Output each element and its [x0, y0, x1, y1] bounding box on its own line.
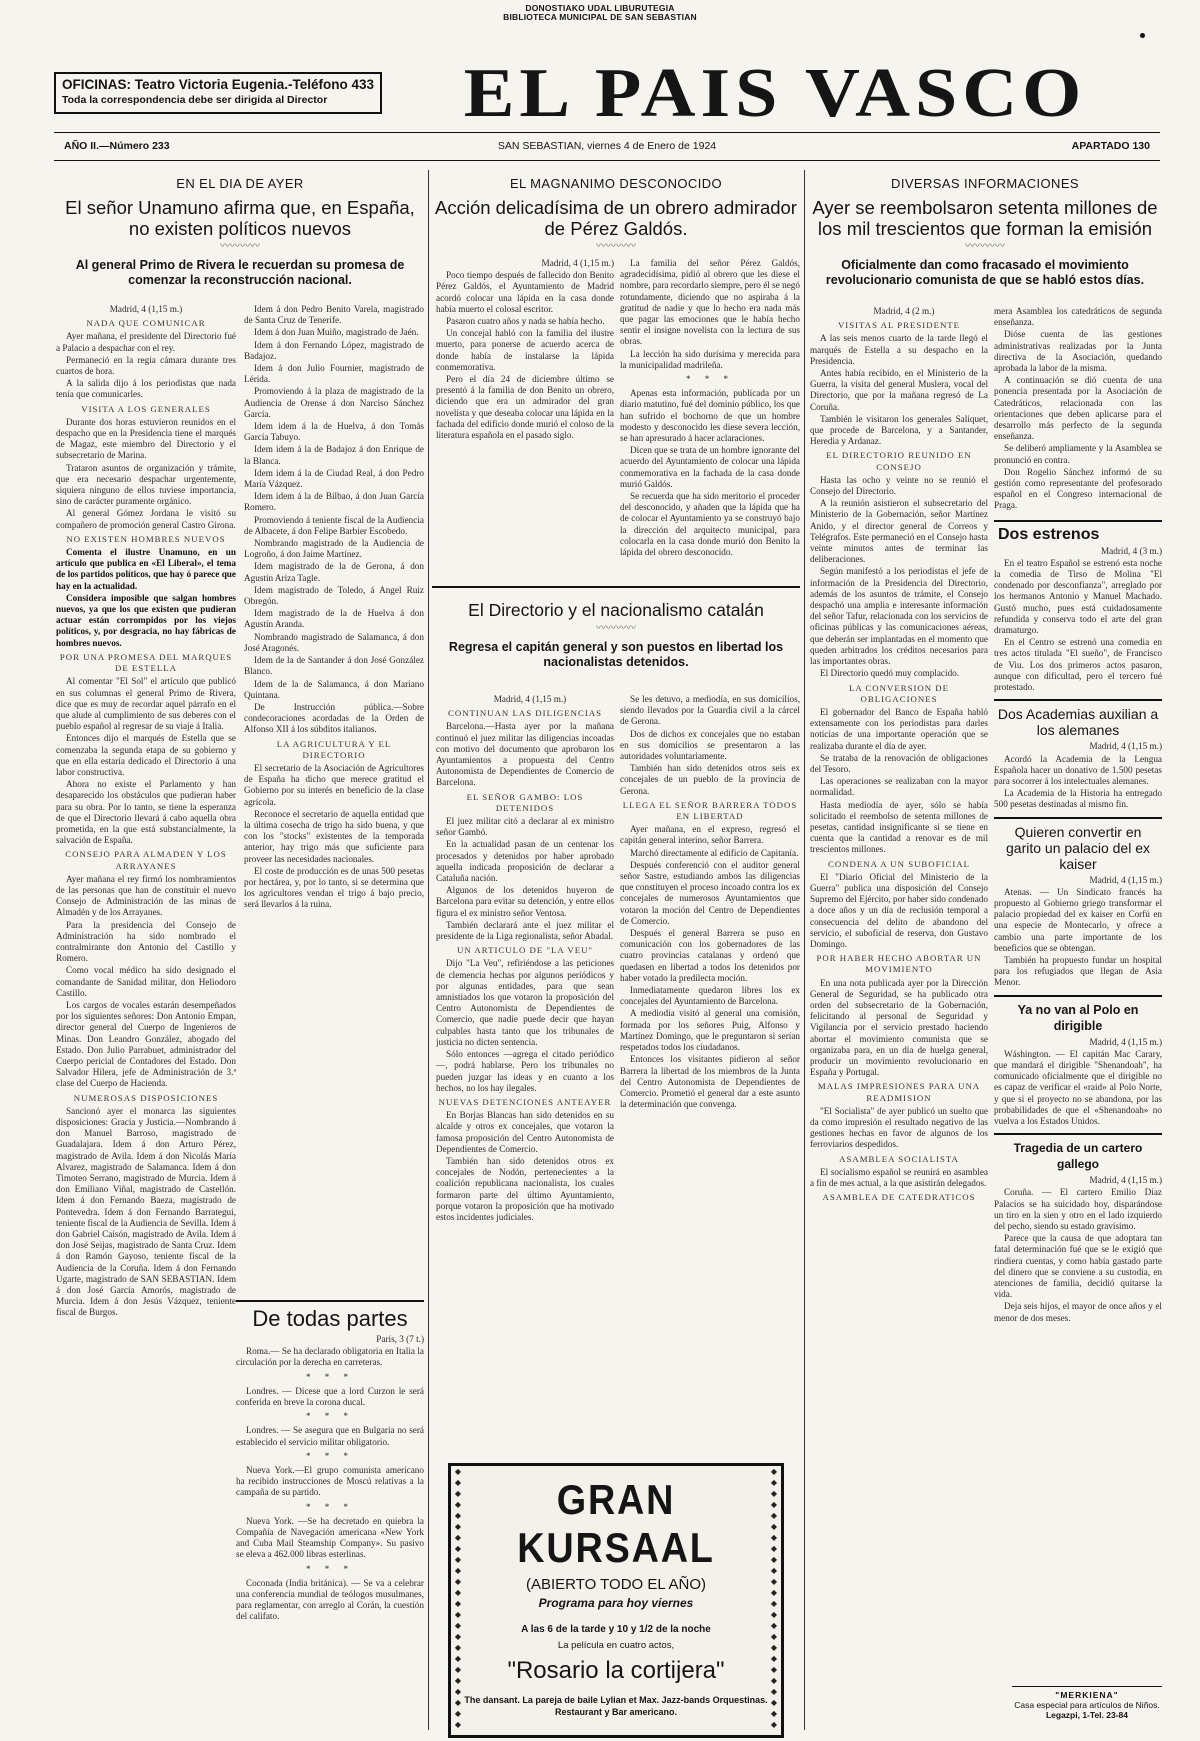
paragraph: Coconada (India británica). — Se va a celebrar una conferencia mundial de teólogos musulmanes, para reglamentar, con arreglo al Corán, la cuestión del califato.	[236, 1577, 424, 1622]
dateline: Madrid, 4 (3 m.)	[1101, 545, 1162, 556]
todas-headline: De todas partes	[236, 1300, 424, 1334]
ad-schedule: A las 6 de la tarde y 10 y 1/2 de la noche	[521, 1624, 711, 1635]
paragraph: Idem á don Fernando López, magistrado de Badajoz.	[244, 339, 424, 361]
paragraph: Idem de la de Salamanca, á don Mariano Quintana.	[244, 678, 424, 700]
dateline: Madrid, 4 (2 m.)	[873, 306, 935, 316]
paragraph: Idem magistrado de la de Gerona, á don Agustín Ariza Tagle.	[244, 561, 424, 583]
column-5	[994, 306, 1162, 1682]
subhead: LA CONVERSION DE OBLIGACIONES	[848, 682, 950, 704]
paragraph: A mediodía visitó al general una comisión, formada por los señores Puig, Alfonso y Martínez Domingo, que le preguntaron si serían respetados todos los ciudadanos.	[620, 1008, 800, 1053]
paragraph: Se recuerda que ha sido meritorio el proceder del desconocido, y añaden que la lápida que ha de colocar el Ayuntamiento ya se construyó bajo la dirección del arquitecto municipal, para colocarla en la casa donde murió don Benito la lápida del obrero desconocido.	[620, 491, 800, 558]
paragraph: Se les detuvo, a mediodía, en sus domicilios, siendo llevados por la Guardia civil a la cárcel de Gerona.	[620, 694, 800, 727]
paragraph: El Directorio quedó muy complacido.	[820, 668, 960, 679]
paragraph: Como vocal médico ha sido designado el comandante de Sanidad militar, don Heliodoro Castillo.	[56, 965, 236, 998]
column-rule-2	[804, 170, 805, 1730]
subhead: CONTINUAN LAS DILIGENCIAS	[447, 708, 602, 719]
paragraph: Apenas esta información, publicada por un diario matutino, fué del dominio público, los que han sufrido el bochorno de que un hombre modesto y desconocido les diese severa lección, se han apresurado á hacer aclaraciones.	[620, 388, 800, 444]
paragraph: Idem idem á la de Badajoz á don Enrique de la Blanca.	[244, 444, 424, 466]
paragraph: Hasta mediodía de ayer, sólo se había solicitado el reembolso de setenta millones de pesetas, cantidad insignificante si se tiene en cuenta que la cantidad a renovar es de mil trescientos millones.	[810, 799, 988, 855]
paragraph: Nueva York.—El grupo comunista americano ha recibido instrucciones de Moscú relativas a la campaña de su partido.	[236, 1465, 424, 1498]
swash-divider: 〰〰〰〰	[596, 623, 636, 634]
paragraph: Ayer mañana, en el expreso, regresó el capitán general interino, señor Barrera.	[620, 824, 800, 846]
issue-line	[54, 140, 1160, 156]
ad-subtitle: (ABIERTO TODO EL AÑO)	[525, 1576, 707, 1593]
paragraph: Según manifestó a los periodistas el jefe de información de la Presidencia del Directorio, además de los asuntos de trámite, el Consejo despachó una amplia e interesante información del señor Tafur, relacionada con los servicios de oficinas públicas y las comunicaciones aéreas, que deberán ser implantadas en el momento que queden arbitrados los créditos necesarios para las importantes obras.	[810, 566, 988, 667]
ad-footer-1: The dansant. La pareja de baile Lylian et Max. Jazz-bands Orquestinas.	[464, 1695, 768, 1705]
paragraph: La lección ha sido durísima y merecida para la municipalidad madrileña.	[620, 348, 800, 370]
paragraph: Después conferenció con el auditor general señor Sastre, estudiando ambos las diligencias que constituyen el proceso incoado contra los ex concejales de numerosos Ayuntamientos que votaron la moción del Centro de Dependientes de Comercio.	[620, 859, 800, 926]
subhead: NADA QUE COMUNICAR	[86, 318, 206, 329]
catalan-headline: El Directorio y el nacionalismo catalán	[468, 600, 764, 620]
paragraph: Después el general Barrera se puso en comunicación con los gobernadores de las cuatro provincias catalanas y ordenó que quedasen en libertad a todos los detenidos por haber votado la predilecta moción.	[620, 928, 800, 983]
diversas-story	[808, 176, 1162, 288]
issue-apartado: APARTADO 130	[1071, 140, 1150, 152]
galdos-kicker: EL MAGNANIMO DESCONOCIDO	[509, 176, 723, 191]
dateline: Madrid, 4 (1,15 m.)	[493, 694, 567, 704]
paragraph: Se deliberó ampliamente y la Asamblea se pronunció en contra.	[994, 443, 1162, 465]
merkiena-ad	[1012, 1686, 1162, 1734]
paragraph: Deja seis hijos, el mayor de once años y el menor de dos meses.	[994, 1301, 1162, 1323]
paragraph: Pasaron cuatro años y nada se había hecho.	[446, 316, 605, 327]
paragraph: Londres. — Dicese que a lord Curzon le será conferida en breve la corona ducal.	[236, 1385, 424, 1408]
paragraph: Barcelona.—Hasta ayer por la mañana continuó el juez militar las diligencias incoadas con motivo del documento que aprobaron los Ayuntamientos a propuesta del Centro Autonomista de Dependientes de Comercio de Barcelona.	[436, 721, 614, 788]
paragraph: Algunos de los detenidos huyeron de Barcelona para evitar su detención, y entre ellos figura el ex ministro señor Ventosa.	[436, 885, 614, 918]
ad-border-left: ◆ ◆ ◆ ◆ ◆ ◆ ◆ ◆ ◆ ◆ ◆ ◆ ◆ ◆ ◆ ◆ ◆ ◆ ◆ ◆ ◆ ◆ ◆ ◆	[454, 1467, 462, 1729]
ad-border-right: ◆ ◆ ◆ ◆ ◆ ◆ ◆ ◆ ◆ ◆ ◆ ◆ ◆ ◆ ◆ ◆ ◆ ◆ ◆ ◆ ◆ ◆ ◆ ◆	[770, 1467, 778, 1729]
paragraph: Poco tiempo después de fallecido don Benito Pérez Galdós, el Ayuntamiento de Madrid acordó colocar una lápida en la casa donde había muerto el colosal escritor.	[436, 270, 614, 314]
academias-headline: Dos Academias auxilian a los alemanes	[994, 699, 1162, 741]
paragraph: Idem á don Julio Fournier, magistrado de Lérida.	[244, 363, 424, 385]
paragraph: Idem idem á la de Bilbao, á don Juan García Romero.	[244, 491, 424, 513]
top-rule	[54, 132, 1160, 133]
paragraph: Durante dos horas estuvieron reunidos en el despacho que en la Presidencia tiene el marqués de Magaz, este miembro del Directorio y el subsecretario de Marina.	[56, 416, 236, 461]
paragraph: Sancionó ayer el monarca las siguientes disposiciones: Gracia y Justicia.—Nombrando á don Manuel Barroso, magistrado de Guadalajara. Idem á don Arturo Pérez, magistrado de Avila. Idem á don Nicolás María Alvarez, magistrado de Salamanca. Idem á don Timoteo Serrano, magistrado de Murcia. Idem á don Emiliano Viñal, magistrado de Castellón. Idem á don Fernando Baeza, magistrado de Pontevedra. Idem á don Fernando Barrategui, teniente fiscal de la Audiencia de Sevilla. Idem á don Gabriel Caisón, magistrado de Avila. Idem á don José Seijas, magistrado de Santa Cruz. Idem á don Ramón Gayoso, teniente fiscal de la Audiencia de la Coruña. Idem á don Fernando Ugarte, magistrado de SAN SEBASTIAN. Idem á don José García Amorós, magistrado de Murcia. Idem á don Jesús Vázquez, teniente fiscal de Burgos.	[56, 1105, 236, 1318]
subhead: CONSEJO PARA ALMADEN Y LOS ARRAYANES	[65, 849, 227, 871]
ad-footer-2: Restaurant y Bar americano.	[554, 1707, 678, 1717]
paragraph: Al comentar "El Sol" el artículo que publicó en sus columnas el general Primo de Rivera, dice que es muy de recordar aquel párrafo en el que alude al cumplimiento de sus deberes con el pueblo español al regresar de su viaje á Italia.	[56, 676, 236, 732]
subhead: POR HABER HECHO ABORTAR UN MOVIMIENTO	[816, 953, 982, 975]
swash-divider: 〰〰〰〰	[965, 241, 1005, 252]
diversas-kicker: DIVERSAS INFORMACIONES	[891, 176, 1079, 191]
paragraph: Ayer mañana, el presidente del Directorio fué a Palacio a despachar con el rey.	[56, 331, 236, 353]
paragraph: Idem idem á la de Ciudad Real, á don Pedro María Vázquez.	[244, 467, 424, 490]
paragraph: El "Diario Oficial del Ministerio de la Guerra" publica una disposición del Consejo Supremo del Ejército, por haber sido condenado a doce años y un día de reclusión temporal a consecuencia del delito de abandono del servicio, el suboficial de reserva, don Gustavo Domingo.	[810, 871, 988, 949]
paragraph: La familia del señor Pérez Galdós, agradecidísima, pidió al obrero que les diese el nombre, para recordarlo siempre, pero él se negó rotundamente, diciendo que no aspiraba á la gratitud de nadie y que lo hecho era nada más que pagar las emociones que le había hecho sentir el insigne novelista con la lectura de sus obras.	[620, 258, 800, 347]
paragraph: Dos de dichos ex concejales que no estaban en sus domicilios se presentaron a las autoridades voluntariamente.	[620, 728, 800, 762]
lead-story-unamuno	[56, 176, 424, 288]
column-2-body	[244, 304, 424, 1294]
diversas-deck: Oficialmente dan como fracasado el movimiento revolucionario comunista de que se habló estos días.	[825, 258, 1145, 287]
todas-partes-section	[236, 1300, 424, 1734]
paragraph: En el Centro se estrenó una comedia en tres actos titulada "El sueño", de Francisco de Viu. Los dos primeros actos pasaron, aunque con dificultad, pero el tercero fué protestado.	[994, 637, 1162, 693]
ad-title: GRAN KURSAAL	[517, 1476, 715, 1571]
paragraph: En Borjas Blancas han sido detenidos en su alcalde y otros ex concejales, que votaron la famosa proposición del Centro Autonomista de Dependientes de Comercio.	[436, 1110, 614, 1154]
paragraph: Sólo entonces —agrega el citado periódico—, podrá hablarse. Pero los tribunales no pueden juzgar las ideas y en cuanto a los hechos, no los hay ilegales.	[436, 1049, 614, 1093]
paragraph: Hasta las ocho y veinte no se reunió el Consejo del Directorio.	[810, 474, 988, 497]
paragraph: Nombrando magistrado de Salamanca, á don José Aragonés.	[244, 631, 424, 653]
paragraph: Idem idem á la de Huelva, á don Tomás García Tabuyo.	[244, 421, 424, 443]
paragraph: "El Socialista" de ayer publicó un suelto que da como impresión el resultado negativo de las gestiones hechas en favor de algunos de los ferroviarios despedidos.	[810, 1105, 988, 1150]
dateline: Madrid, 4 (1,15 m.)	[1089, 1036, 1162, 1047]
paragraph: Dijo "La Veu", refiriéndose a las peticiones de clemencia hechas por algunos periódicos y por algunas entidades, para que sean amnistiados los que votaron la proposición del Centro Autonomista de Dependientes de Comercio, que nadie puede decir que hayan culpables hasta tanto que los tribunales de justicia no dicten sentencia.	[436, 958, 614, 1047]
paragraph: En la actualidad pasan de un centenar los procesados y detenidos por haber aprobado aquella indicada proposición de declarar a Cataluña nación.	[436, 839, 614, 884]
dateline: Madrid, 4 (1,15 m.)	[109, 304, 183, 314]
paragraph: El gobernador del Banco de España habló extensamente con los periodistas para darles noticias de una importante operación que se realizaba durante el día de ayer.	[810, 706, 988, 751]
subhead: ASAMBLEA DE CATEDRATICOS	[822, 1192, 976, 1203]
office-line-2: Toda la correspondencia debe ser dirigida al Director	[62, 94, 328, 106]
gran-kursaal-ad	[448, 1463, 784, 1738]
paragraph: De Instrucción pública.—Sobre condecoraciones acordadas de la Orden de Alfonso XII á los súbditos italianos.	[244, 701, 424, 735]
merkiena-address: Legazpi, 1-Tel. 23-84	[1045, 1710, 1129, 1720]
paragraph: Al general Gómez Jordana le visitó su compañero de promoción general Castro Girona.	[56, 508, 236, 530]
paragraph: Marchó directamente al edificio de Capitanía.	[630, 847, 799, 858]
paragraph: Entonces los visitantes pidieron al señor Barrera la libertad de los miembros de la Junta del Centro Autonomista de Dependientes de Comercio. Prometió el general dar a este asunto la determinación que convenga.	[620, 1054, 800, 1110]
issue-number: AÑO II.—Número 233	[64, 140, 170, 152]
estrenos-headline: Dos estrenos	[994, 520, 1162, 546]
paragraph: También le visitaron los generales Saliquet, que procede de Barcelona, y a Santander, Heredia y Ardanaz.	[810, 413, 988, 447]
subhead: LA AGRICULTURA Y EL DIRECTORIO	[276, 738, 392, 760]
paragraph: Parece que la causa de que adoptara tan fatal determinación fué que se le exigió que rindiera cuentas, y como había gastado parte del dinero que se conviene a su custodia, en atenciones de familia, decidió quitarse la vida.	[994, 1233, 1162, 1300]
lead-deck: Al general Primo de Rivera le recuerdan su promesa de comenzar la reconstrucción nacional.	[75, 258, 405, 287]
paragraph: Reconoce el secretario de aquella entidad que la última cosecha de trigo ha sido buena, y que con los "stocks" existentes de la temporada anterior, hay trigo más que suficiente para proveer las necesidades nacionales.	[244, 808, 424, 864]
dateline: Madrid, 4 (1,15 m.)	[1089, 1175, 1162, 1186]
subhead: CONDENA A UN SUBOFICIAL	[827, 858, 970, 869]
swash-divider: 〰〰〰〰	[596, 241, 636, 252]
stamp-line-1: DONOSTIAKO UDAL LIBURUTEGIA	[525, 3, 675, 13]
ad-film-intro: La película en cuatro actos,	[557, 1640, 675, 1651]
dateline: París, 3 (7 t.)	[376, 1334, 424, 1344]
lead-headline: El señor Unamuno afirma que, en España, no existen políticos nuevos	[65, 197, 415, 239]
paragraph: Entonces dijo el marqués de Estella que se comenzaba la segunda etapa de su gobierno y que en ella estaría dedicado el Directorio á una labor constructiva.	[56, 733, 236, 777]
stars-divider: * * *	[306, 1563, 354, 1574]
paragraph: En el teatro Español se estrenó esta noche la comedia de Tirso de Molina "El condenado por desconfianza", arreglado por los hermanos Antonio y Manuel Machado. Gustó mucho, pues está cuidadosamente refundida y conserva todo el arte del gran dramaturgo.	[994, 557, 1162, 636]
paragraph: Londres. — Se asegura que en Bulgaria no será establecido el servicio militar obligatorio.	[236, 1425, 424, 1447]
paragraph: Pero el día 24 de diciembre último se presentó á la familia de don Benito un obrero, diciendo que era un admirador del gran novelista y que deseaba colocar una lápida en la fachada del edificio donde murió el coloso de la literatura española en el pasado siglo.	[436, 374, 614, 441]
paragraph: Wáshington. — El capitán Mac Carary, que mandará el dirigible "Shenandoah", ha comunicado oficialmente que el dirigible no es capaz de verificar el «raid» al Polo Norte, y que si el proyecto no se abandona, por las probabilidades de que el «Shenandoah» no vuelva a los Estados Unidos.	[994, 1048, 1162, 1126]
stars-divider: * * *	[306, 1450, 354, 1461]
issue-rule	[54, 160, 1160, 161]
paragraph: Don Rogelio Sánchez informó de su gestión como representante del profesorado español en el Congreso internacional de Praga.	[994, 466, 1162, 511]
paragraph: Nombrando magistrado de la Audiencia de Logroño, á don Jaime Martínez.	[244, 538, 424, 560]
ad-program: Programa para hoy viernes	[538, 1596, 694, 1610]
subhead: NO EXISTEN HOMBRES NUEVOS	[66, 533, 226, 544]
paragraph: La Academia de la Historia ha entregado 500 pesetas destinadas al mismo fin.	[994, 788, 1162, 810]
paragraph: Idem á don Juan Muiño, magistrado de Jaén.	[254, 327, 419, 338]
kaiser-headline: Quieren convertir en garito un palacio del ex kaiser	[994, 817, 1162, 875]
subhead: MALAS IMPRESIONES PARA UNA READMISION	[817, 1081, 981, 1103]
masthead-title: EL PAIS VASCO	[463, 54, 1087, 132]
paragraph: El secretario de la Asociación de Agricultores de España ha dicho que merece gratitud el Gobierno por su interés en beneficio de la clase agrícola.	[244, 762, 424, 807]
lead-kicker: EN EL DIA DE AYER	[176, 176, 304, 191]
catalan-story	[432, 586, 800, 670]
paragraph: Idem magistrado de la de Huelva á don Agustín Aranda.	[244, 608, 424, 630]
stars-divider: * * *	[686, 374, 734, 385]
paragraph: Promoviendo á la plaza de magistrado de la Audiencia de Orense á don Narciso Sánchez García.	[244, 386, 424, 419]
subhead: VISITAS AL PRESIDENTE	[837, 320, 961, 331]
paragraph: También declarará ante el juez militar el presidente de la Liga regionalista, señor Abadal.	[436, 919, 614, 942]
ink-dot-icon	[1140, 33, 1145, 38]
galdos-story	[432, 176, 800, 255]
stars-divider: * * *	[306, 1371, 354, 1382]
catalan-deck: Regresa el capitán general y son puestos en libertad los nacionalistas detenidos.	[448, 640, 784, 669]
paragraph: Un concejal habló con la familia del ilustre muerto, para ponerse de acuerdo acerca de donde había de instalarse la lápida conmemorativa.	[436, 328, 614, 372]
merkiena-line: Casa especial para artículos de Niños.	[1014, 1700, 1160, 1710]
column-rule-1	[428, 170, 429, 1730]
swash-divider: 〰〰〰〰	[220, 241, 260, 252]
galdos-headline: Acción delicadísima de un obrero admirador de Pérez Galdós.	[435, 197, 797, 239]
office-box	[54, 72, 382, 114]
paragraph: A la salida dijo á los periodistas que nada tenía que comunicarles.	[56, 378, 236, 400]
paragraph: mera Asamblea los catedráticos de segunda enseñanza.	[994, 306, 1162, 328]
paragraph: Promoviendo á teniente fiscal de la Audiencia de Albacete, á don Felipe Barbier Escobedo.	[244, 514, 424, 536]
paragraph: Ayer mañana el rey firmó los nombramientos de las personas que han de constituir el nuevo Consejo de Administración de las minas de Almadén y de los Arrayanes.	[56, 873, 236, 918]
paragraph: Considera imposible que salgan hombres nuevos, ya que los que existen que pudieran actuar están corrompidos por los viejos políticos, y, por desgracia, no hay fábricas de hombres nuevos.	[56, 592, 236, 648]
paragraph: También han sido detenidos otros seis ex concejales de un pueblo de la provincia de Gerona.	[620, 763, 800, 796]
paragraph: A las seis menos cuarto de la tarde llegó el marqués de Estella a su despacho en la Presidencia.	[810, 333, 988, 366]
stamp-line-2: BIBLIOTECA MUNICIPAL DE SAN SEBASTIAN	[503, 12, 697, 22]
paragraph: Dicen que se trata de un hombre ignorante del acuerdo del Ayuntamiento de colocar una lápida conmemorativa en la fachada de la casa donde murió Galdós.	[620, 445, 800, 489]
column-1-body	[56, 304, 236, 1734]
paragraph: Dióse cuenta de las gestiones administrativas realizadas por la Junta directiva de la Asociación, quedando aprobada la labor de la misma.	[994, 329, 1162, 374]
office-line-1: OFICINAS: Teatro Victoria Eugenia.-Teléfono 433	[62, 77, 375, 92]
ad-feature-title: "Rosario la cortijera"	[507, 1657, 725, 1684]
stars-divider: * * *	[306, 1501, 354, 1512]
merkiena-name: "MERKIENA"	[1055, 1690, 1119, 1700]
paragraph: Se trataba de la renovación de obligaciones del Tesoro.	[810, 752, 988, 774]
diversas-headline: Ayer se reembolsaron setenta millones de los mil trescientos que forman la emisión	[812, 197, 1158, 239]
catalan-body-left	[436, 694, 614, 1454]
diversas-body	[810, 306, 988, 1736]
library-stamp	[0, 4, 1200, 22]
dateline: Madrid, 4 (1,15 m.)	[1089, 741, 1162, 752]
paragraph: También ha propuesto fundar un hospital para los refugiados que llegan de Asia Menor.	[994, 954, 1162, 988]
paragraph: Las operaciones se realizaban con la mayor normalidad.	[810, 776, 988, 798]
paragraph: Idem magistrado de Toledo, á Angel Ruiz Obregón.	[244, 584, 424, 607]
dateline: Madrid, 4 (1,15 m.)	[1089, 874, 1162, 885]
catalan-rule	[432, 586, 800, 596]
paragraph: Acordó la Academia de la Lengua Española hacer un donativo de 1.500 pesetas para socorrer á los intelectuales alemanes.	[994, 753, 1162, 786]
polo-headline: Ya no van al Polo en dirigible	[994, 995, 1162, 1037]
cartero-headline: Tragedia de un cartero gallego	[994, 1133, 1162, 1175]
paragraph: Atenas. — Un Sindicato francés ha propuesto al Gobierno griego transformar el palacio propiedad del ex kaiser en Corfú en una especie de Montecarlo, y ofrece a cambio una parte importante de los beneficios que se obtengan.	[994, 886, 1162, 953]
paragraph: El coste de producción es de unas 500 pesetas por hectárea, y, por lo tanto, si se determina que los agricultores vendan el trigo á bajo precio, será llevarlos á la ruina.	[244, 865, 424, 910]
paragraph: Roma.— Se ha declarado obligatoria en Italia la circulación por la derecha en carreteras.	[236, 1346, 424, 1368]
paragraph: Idem á don Pedro Benito Varela, magistrado de Santa Cruz de Tenerife.	[244, 304, 424, 326]
paragraph: Antes había recibido, en el Ministerio de la Guerra, la visita del general Muslera, vocal del Directorio, que por la mañana regresó de La Coruña.	[810, 368, 988, 412]
subhead: EL DIRECTORIO REUNIDO EN CONSEJO	[826, 450, 972, 472]
paragraph: Permaneció en la regia cámara durante tres cuartos de hora.	[56, 354, 236, 377]
paragraph: Trataron asuntos de organización y trámite, que era necesario despachar urgentemente, siquiera ninguno de ellos tuviese importancia, sino de carácter puramente orgánico.	[56, 462, 236, 507]
stars-divider: * * *	[306, 1411, 354, 1422]
paragraph: Los cargos de vocales estarán desempeñados por los siguientes señores: Don Antonio Empan, director general del Cuerpo de Ingenieros de Minas. Don Leandro González, abogado del Estado. Don Julio Parrabuet, administrador del Cuerpo pericial de Contadores del Estado. Don Salvador Hilera, jefe de Administración de 3.ª clase del Cuerpo de Hacienda.	[56, 999, 236, 1089]
subhead: LLEGA EL SEÑOR BARRERA TODOS EN LIBERTAD	[622, 799, 798, 822]
paragraph: Coruña. — El cartero Emilio Díaz Palacios se ha suicidado hoy, disparándose un tiro en la sien y otro en el lado izquierdo del pecho, siendo su estado gravísimo.	[994, 1187, 1162, 1231]
galdos-body-right	[620, 258, 800, 578]
dateline: Madrid, 4 (1,15 m.)	[541, 258, 614, 268]
paragraph: A continuación se dió cuenta de una ponencia presentada por la Asociación de Catedráticos, relacionada con las orientaciones que deben aplicarse para el desarrollo más perfecto de la segunda enseñanza.	[994, 375, 1162, 442]
subhead: UN ARTICULO DE "LA VEU"	[456, 945, 594, 956]
paragraph: Ahora no existe el Parlamento y han desaparecido los obstáculos que pudieran haber para su obra. Por lo tanto, se tiene la esperanza de que el Directorio llevará á cabo aquella obra prometida, en la que está substancialmente, la salvación de España.	[56, 779, 236, 846]
subhead: ASAMBLEA SOCIALISTA	[839, 1153, 959, 1164]
paragraph: A la reunión asistieron el subsecretario del Ministerio de la Gobernación, señor Martínez Anido, y el director general de Correos y Telégrafos. Este permaneció en el Consejo hasta veinte minutos antes de terminar las deliberaciones.	[810, 498, 988, 565]
paragraph: También han sido detenidos otros ex concejales de Nodón, pertenecientes a la coalición republicana nacionalista, los cuales formaron parte del último Ayuntamiento, porque votaron la proposición que ha motivado estos incidentes judiciales.	[436, 1155, 614, 1222]
paragraph: Nueva York. —Se ha decretado en quiebra la Compañía de Navegación americana «New York and Cuba Mail Steamship Company». Su pasivo se eleva a 462.000 libras esterlinas.	[236, 1515, 424, 1560]
subhead: NUMEROSAS DISPOSICIONES	[73, 1092, 219, 1103]
paragraph: El juez militar citó a declarar al ex ministro señor Gambó.	[436, 816, 614, 838]
paragraph: Para la presidencia del Consejo de Administración ha sido nombrado el contralmirante don Antonio del Castillo y Romero.	[56, 919, 236, 964]
galdos-body-left	[436, 258, 614, 578]
paragraph: En una nota publicada ayer por la Dirección General de Seguridad, se ha publicado otra orden del subsecretario de la Gobernación, felicitando al personal de Seguridad y Vigilancia por el servicio prestado haciendo abortar el movimiento comunista que se organizaba para, en un día de huelga general, producir un movimiento revolucionario en España y Portugal.	[810, 977, 988, 1078]
subhead: NUEVAS DETENCIONES ANTEAYER	[438, 1096, 612, 1107]
subhead: VISITA A LOS GENERALES	[81, 403, 211, 414]
subhead: EL SEÑOR GAMBO: LOS DETENIDOS	[466, 791, 584, 813]
paragraph: Comenta el ilustre Unamuno, en un artículo que publica en «El Liberal», el tema de los partidos políticos, que hay ó parece que hay en la actualidad.	[56, 547, 236, 591]
subhead: POR UNA PROMESA DEL MARQUES DE ESTELLA	[59, 651, 233, 674]
paragraph: Idem de la de Santander á don José González Blanco.	[244, 655, 424, 677]
paragraph: El socialismo español se reunirá en asamblea a fin de mes actual, a la que asistirán delegados.	[810, 1166, 988, 1189]
catalan-body-right	[620, 694, 800, 1454]
issue-date: SAN SEBASTIAN, viernes 4 de Enero de 1924	[497, 140, 717, 152]
paragraph: Inmediatamente quedaron libres los ex concejales del Ayuntamiento de Barcelona.	[620, 985, 800, 1007]
